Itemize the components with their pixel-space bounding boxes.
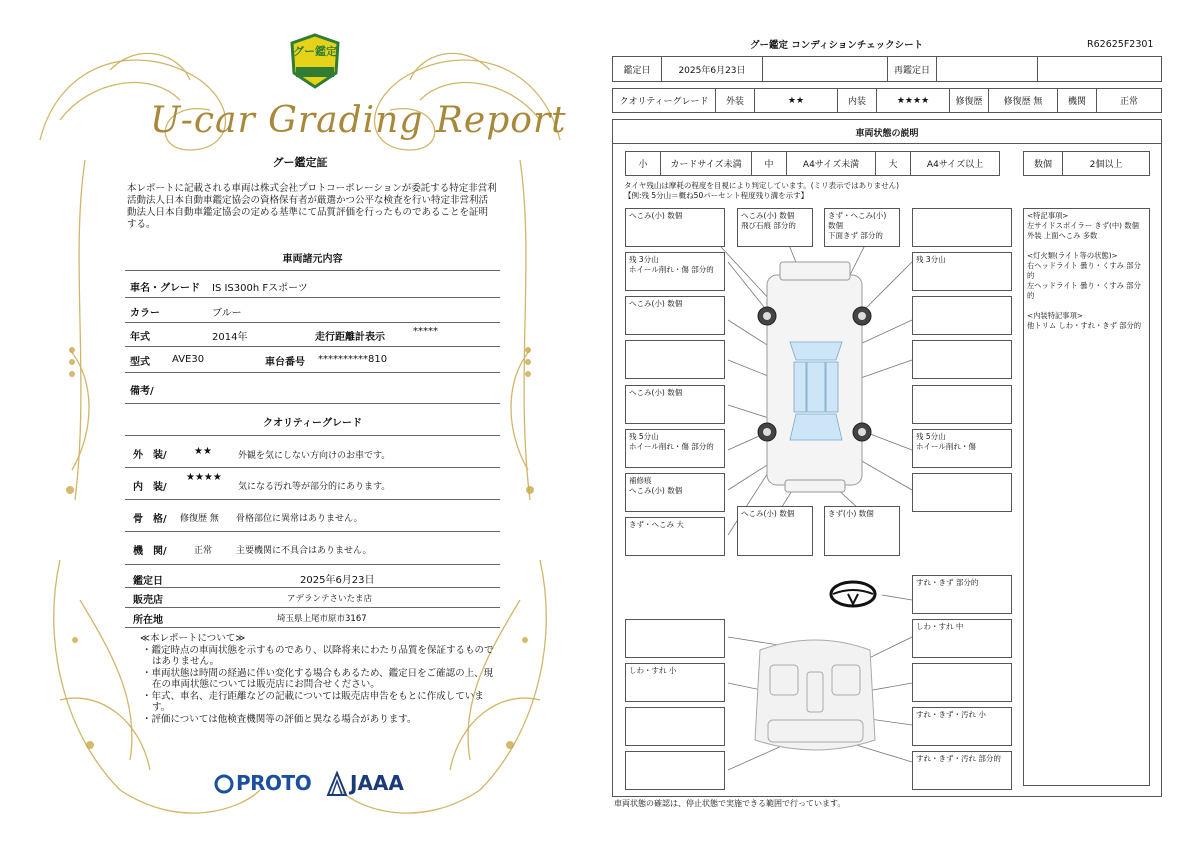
comment-box: すれ・きず 部分的: [912, 575, 1012, 614]
comment-box: 残 3分山: [912, 252, 1012, 291]
sheet-title: グー鑑定 コンディションチェックシート: [750, 40, 924, 51]
comment-box: [912, 340, 1012, 379]
divider: [125, 607, 500, 608]
notes-heading: ≪本レポートについて≫: [140, 633, 246, 644]
comment-box: へこみ(小) 数個: [737, 506, 813, 556]
comment-box: へこみ(小) 数個: [625, 296, 725, 335]
comment-box: [912, 208, 1012, 247]
year-value: 2014年: [212, 332, 248, 343]
comment-box: きず・へこみ(小) 数個 下面きず 部分的: [824, 208, 900, 247]
comment-box: きず(小) 数個: [824, 506, 900, 556]
comment-box: 補修痕 へこみ(小) 数個: [625, 473, 725, 512]
model-label: 型式: [130, 357, 150, 368]
badge-text: グー鑑定: [293, 45, 337, 58]
year-label: 年式: [130, 332, 150, 343]
exterior-stars: ★★: [194, 446, 212, 457]
divider: [125, 403, 500, 404]
exterior-label: 外 装/: [133, 450, 167, 461]
divider: [125, 564, 500, 565]
footer-note: 車両状態の確認は、停止状態で実施できる範囲で行っています。: [614, 799, 846, 808]
address-value: 埼玉県上尾市原市3167: [277, 614, 367, 624]
engine-label: 機 関/: [133, 546, 167, 557]
divider: [125, 587, 500, 588]
comment-box: [625, 751, 725, 790]
car-name-label: 車名・グレード: [130, 283, 200, 294]
interior-stars: ★★★★: [186, 472, 222, 483]
spec-heading: 車両諸元内容: [282, 254, 343, 265]
comment-box: へこみ(小) 数個: [625, 385, 725, 424]
address-label: 所在地: [133, 615, 163, 626]
quality-heading: クオリティーグレード: [263, 418, 362, 429]
quality-label: クオリティーグレード: [612, 88, 716, 113]
certificate-title: グー鑑定証: [272, 156, 328, 169]
divider: [125, 372, 500, 373]
divider: [125, 297, 500, 298]
engine-value: 正常: [194, 546, 213, 556]
proto-logo-text: PROTO: [236, 771, 312, 795]
date-label: 鑑定日: [612, 56, 662, 82]
divider: [125, 627, 500, 628]
model-value: AVE30: [172, 354, 205, 365]
chassis-value: **********810: [318, 354, 388, 365]
repair-value: 修復歴 無: [988, 88, 1058, 113]
dealer-value: アデランテさいたま店: [287, 594, 373, 604]
count-desc: 2個以上: [1062, 151, 1150, 176]
comment-box: 残 5分山 ホイール削れ・傷 部分的: [625, 429, 725, 468]
chassis-label: 車台番号: [265, 357, 305, 368]
interior-stars: ★★★★: [876, 88, 950, 113]
report-id: R62625F2301: [1087, 39, 1154, 50]
comment-box: へこみ(小) 数個 飛び石痕 部分的: [737, 208, 813, 247]
divider: [125, 322, 500, 323]
divider: [125, 435, 500, 436]
condition-check-sheet: [600, 0, 1200, 848]
comment-box: [912, 385, 1012, 424]
comment-box: [912, 296, 1012, 335]
size-mid-desc: A4サイズ未満: [786, 151, 876, 176]
goo-badge-icon: [288, 33, 342, 89]
comment-box: しわ・すれ 小: [625, 663, 725, 702]
inspection-date-value: 2025年6月23日: [300, 575, 375, 586]
comment-box: [912, 663, 1012, 702]
frame-desc: 骨格部位に異常はありません。: [236, 514, 363, 524]
color-label: カラー: [130, 308, 160, 319]
tire-note-2: 【例:残 5分山＝概ね50パーセント程度残り溝を示す】: [624, 191, 809, 200]
exterior-desc: 外観を気にしない方向けのお車です。: [238, 451, 391, 461]
size-small-desc: カードサイズ未満: [660, 151, 752, 176]
report-script-title: U-car Grading Report: [150, 100, 567, 141]
comment-box: 残 5分山 ホイール削れ・傷: [912, 429, 1012, 468]
mileage-value: *****: [413, 326, 438, 337]
engine-label: 機関: [1057, 88, 1097, 113]
note-item: ・車両状態は時間の経過に伴い変化する場合もあるため、鑑定日をご確認の上、現在の車両状態については販売店にお問合せください。: [142, 667, 494, 690]
size-small: 小: [625, 151, 661, 176]
comment-box: [625, 707, 725, 746]
divider: [125, 270, 500, 271]
frame-label: 骨 格/: [133, 514, 167, 525]
divider: [125, 467, 500, 468]
interior-label: 内装: [837, 88, 877, 113]
jaaa-logo-icon: [326, 771, 348, 797]
color-value: ブルー: [212, 308, 242, 319]
reinspect-label: 再鑑定日: [887, 56, 937, 82]
comment-box: へこみ(小) 数個: [625, 208, 725, 247]
remarks-label: 備考/: [130, 386, 154, 397]
divider: [125, 346, 500, 347]
frame-value: 修復歴 無: [180, 514, 219, 524]
section-title: 車両状態の説明: [855, 129, 919, 139]
tire-note-1: タイヤ残山は摩耗の程度を目視により判定しています。(ミリ表示ではありません): [624, 181, 900, 190]
car-name-value: IS IS300h Fスポーツ: [212, 283, 308, 294]
size-large: 大: [875, 151, 911, 176]
report-notes: [140, 633, 500, 725]
mileage-label: 走行距離計表示: [315, 332, 385, 343]
dealer-label: 販売店: [133, 595, 163, 606]
comment-box: [625, 340, 725, 379]
comment-box: きず・へこみ 大: [625, 517, 725, 556]
note-item: ・鑑定時点の車両状態を示すものであり、以降将来にわたり品質を保証するものではありません。: [142, 644, 494, 667]
repair-label: 修復歴: [949, 88, 989, 113]
special-notes: <特記事項> 左サイドスポイラー きず(中) 数個 外装 上面へこみ 多数 <灯火類(ライト等の状態)> 右ヘッドライト 曇り・くすみ 部分的 左ヘッドライト 曇り・くすみ 部分的 <内装特記事項> 他トリム しわ・すれ・きず 部分的: [1023, 208, 1150, 786]
exterior-label: 外装: [715, 88, 755, 113]
engine-desc: 主要機関に不具合はありません。: [236, 546, 372, 556]
count-label: 数個: [1023, 151, 1063, 176]
interior-desc: 気になる汚れ等が部分的にあります。: [238, 482, 391, 492]
comment-box: [912, 473, 1012, 512]
exterior-stars: ★★: [754, 88, 838, 113]
comment-box: すれ・きず・汚れ 部分的: [912, 751, 1012, 790]
inspection-date-label: 鑑定日: [133, 576, 163, 587]
note-item: ・年式、車名、走行距離などの記載については販売店申告をもとに作成しています。: [142, 690, 484, 713]
divider: [125, 499, 500, 500]
certificate-statement: 本レポートに記載される車両は株式会社プロトコーポレーションが委託する特定非営利活動法人日本自動車鑑定協会の資格保有者が厳選かつ公平な検査を行い特定非営利活動法人日本自動車鑑定協会の定める基準にて品質評価を行ったものであることを証明する。: [127, 183, 497, 230]
comment-box: [625, 619, 725, 658]
divider: [125, 531, 500, 532]
date-value: 2025年6月23日: [661, 56, 763, 82]
interior-label: 内 装/: [133, 482, 167, 493]
comment-box: 残 3分山 ホイール削れ・傷 部分的: [625, 252, 725, 291]
comment-box: すれ・きず・汚れ 小: [912, 707, 1012, 746]
size-mid: 中: [751, 151, 787, 176]
size-large-desc: A4サイズ以上: [910, 151, 1000, 176]
comment-box: しわ・すれ 中: [912, 619, 1012, 658]
engine-value: 正常: [1096, 88, 1162, 113]
jaaa-logo-text: JAAA: [350, 771, 404, 795]
proto-logo-icon: [214, 773, 234, 795]
note-item: ・評価については他検査機関等の評価と異なる場合があります。: [142, 713, 417, 725]
